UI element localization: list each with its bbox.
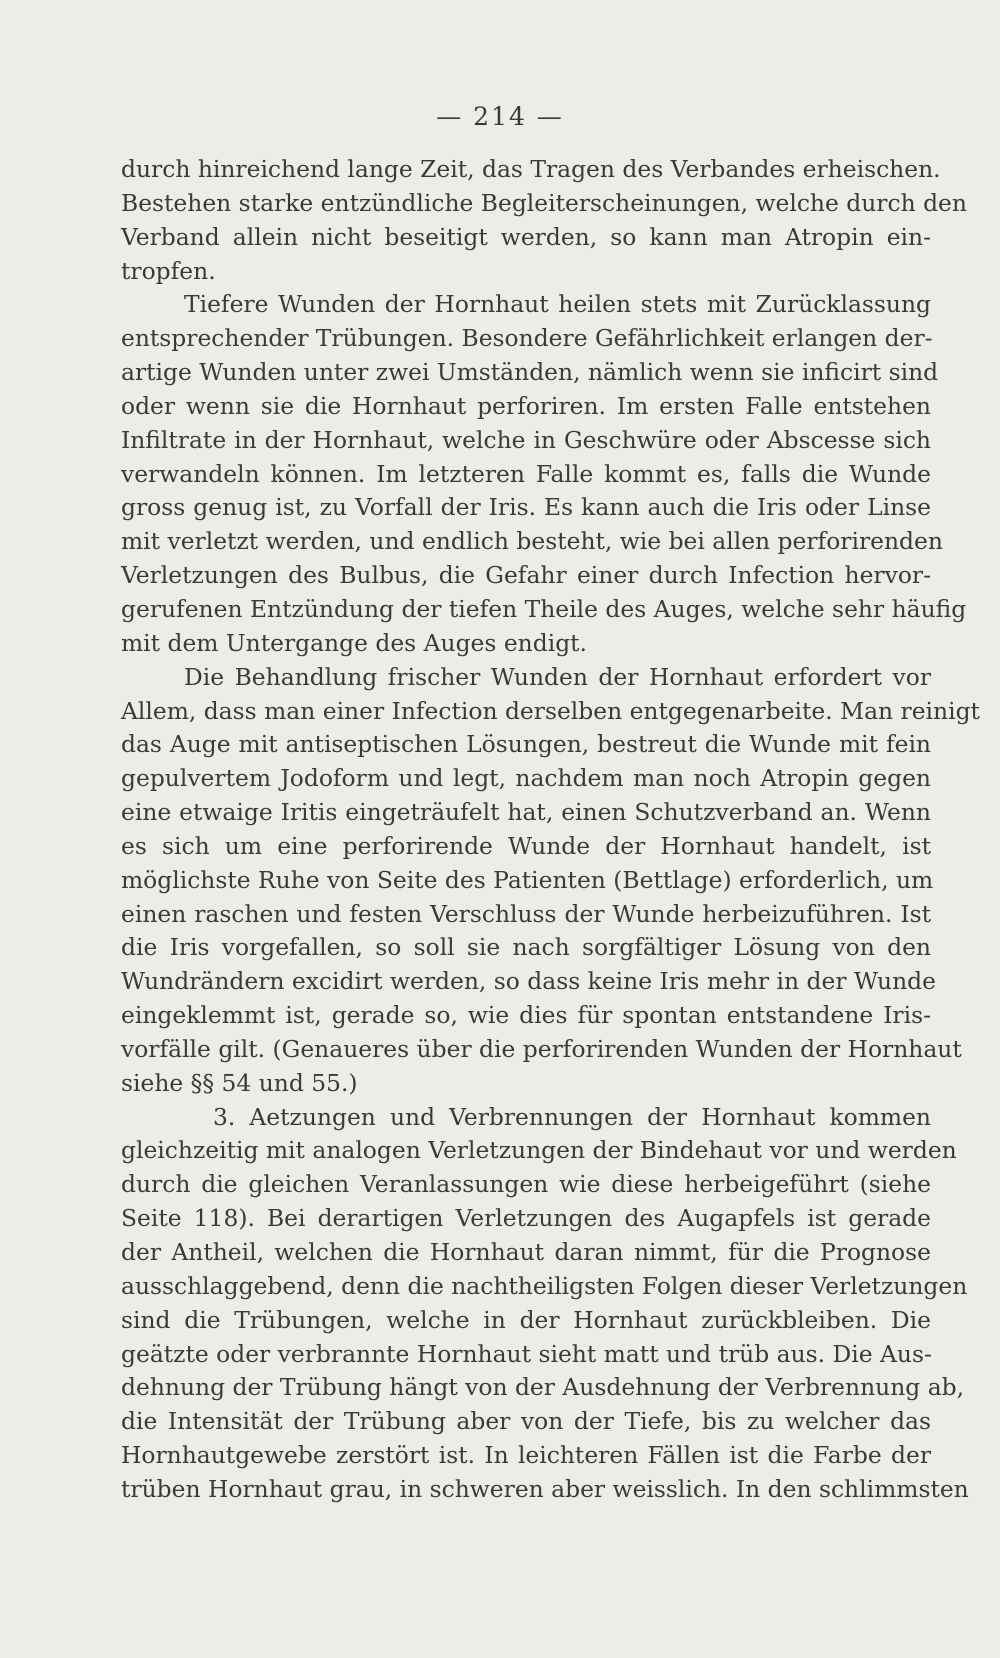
text-line: artige Wunden unter zwei Umständen, nämlich wenn sie inficirt sind xyxy=(121,358,939,387)
text-line: trüben Hornhaut grau, in schweren aber weisslich. In den schlimmsten xyxy=(121,1474,969,1503)
text-line: vorfälle gilt. (Genaueres über die perforirenden Wunden der Hornhaut xyxy=(121,1034,962,1063)
text-line: siehe §§ 54 und 55.) xyxy=(121,1068,358,1097)
text-line: entsprechender Trübungen. Besondere Gefährlichkeit erlangen der- xyxy=(121,324,933,353)
text-line: Infiltrate in der Hornhaut, welche in Geschwüre oder Abscesse sich xyxy=(121,425,931,454)
text-line: 3. Aetzungen und Verbrennungen der Hornhaut kommen xyxy=(213,1102,931,1131)
text-line: sind die Trübungen, welche in der Hornhaut zurückbleiben. Die xyxy=(121,1305,931,1334)
text-line: die Iris vorgefallen, so soll sie nach sorgfältiger Lösung von den xyxy=(121,933,931,962)
text-line: der Antheil, welchen die Hornhaut daran nimmt, für die Prognose xyxy=(121,1238,931,1266)
text-line: tropfen. xyxy=(121,256,216,285)
text-line: mit verletzt werden, und endlich besteht, wie bei allen perforirenden xyxy=(121,527,943,556)
text-line: Allem, dass man einer Infection derselben entgegenarbeite. Man reinigt xyxy=(121,696,980,725)
text-line: gross genug ist, zu Vorfall der Iris. Es kann auch die Iris oder Linse xyxy=(121,493,931,522)
text-line: Die Behandlung frischer Wunden der Hornhaut erfordert vor xyxy=(184,662,931,691)
text-line: Verletzungen des Bulbus, die Gefahr einer durch Infection hervor- xyxy=(121,561,931,590)
text-line: Bestehen starke entzündliche Begleiterscheinungen, welche durch den xyxy=(121,188,967,217)
text-line: geätzte oder verbrannte Hornhaut sieht matt und trüb aus. Die Aus- xyxy=(121,1339,932,1368)
text-line: gepulvertem Jodoform und legt, nachdem man noch Atropin gegen xyxy=(121,764,931,793)
text-line: Tiefere Wunden der Hornhaut heilen stets mit Zurücklassung xyxy=(184,290,931,319)
text-line: durch hinreichend lange Zeit, das Tragen des Verbandes erheischen. xyxy=(121,155,941,183)
text-line: dehnung der Trübung hängt von der Ausdehnung der Verbrennung ab, xyxy=(121,1373,965,1402)
text-line: mit dem Untergange des Auges endigt. xyxy=(121,628,587,657)
text-line: das Auge mit antiseptischen Lösungen, bestreut die Wunde mit fein xyxy=(121,730,931,759)
text-line: Hornhautgewebe zerstört ist. In leichteren Fällen ist die Farbe der xyxy=(121,1441,931,1470)
text-line: gleichzeitig mit analogen Verletzungen der Bindehaut vor und werden xyxy=(121,1136,957,1165)
text-line: es sich um eine perforirende Wunde der Hornhaut handelt, ist xyxy=(121,831,931,860)
text-line: Wundrändern excidirt werden, so dass keine Iris mehr in der Wunde xyxy=(121,967,936,996)
text-line: die Intensität der Trübung aber von der Tiefe, bis zu welcher das xyxy=(121,1407,931,1436)
text-line: Seite 118). Bei derartigen Verletzungen des Augapfels ist gerade xyxy=(121,1204,931,1233)
text-line: gerufenen Entzündung der tiefen Theile des Auges, welche sehr häufig xyxy=(121,594,967,623)
text-line: Verband allein nicht beseitigt werden, so kann man Atropin ein- xyxy=(121,222,931,251)
text-line: eingeklemmt ist, gerade so, wie dies für spontan entstandene Iris- xyxy=(121,1001,931,1030)
body-text xyxy=(121,153,980,1507)
text-line: verwandeln können. Im letzteren Falle kommt es, falls die Wunde xyxy=(121,459,931,488)
text-line: möglichste Ruhe von Seite des Patienten (Bettlage) erforderlich, um xyxy=(121,865,934,894)
text-line: oder wenn sie die Hornhaut perforiren. Im ersten Falle entstehen xyxy=(121,391,931,420)
text-line: durch die gleichen Veranlassungen wie diese herbeigeführt (siehe xyxy=(121,1170,931,1199)
page-number: — 214 — xyxy=(436,102,564,131)
text-line: eine etwaige Iritis eingeträufelt hat, einen Schutzverband an. Wenn xyxy=(121,798,931,827)
text-line: ausschlaggebend, denn die nachtheiligsten Folgen dieser Verletzungen xyxy=(121,1271,968,1300)
text-line: einen raschen und festen Verschluss der Wunde herbeizuführen. Ist xyxy=(121,899,931,928)
